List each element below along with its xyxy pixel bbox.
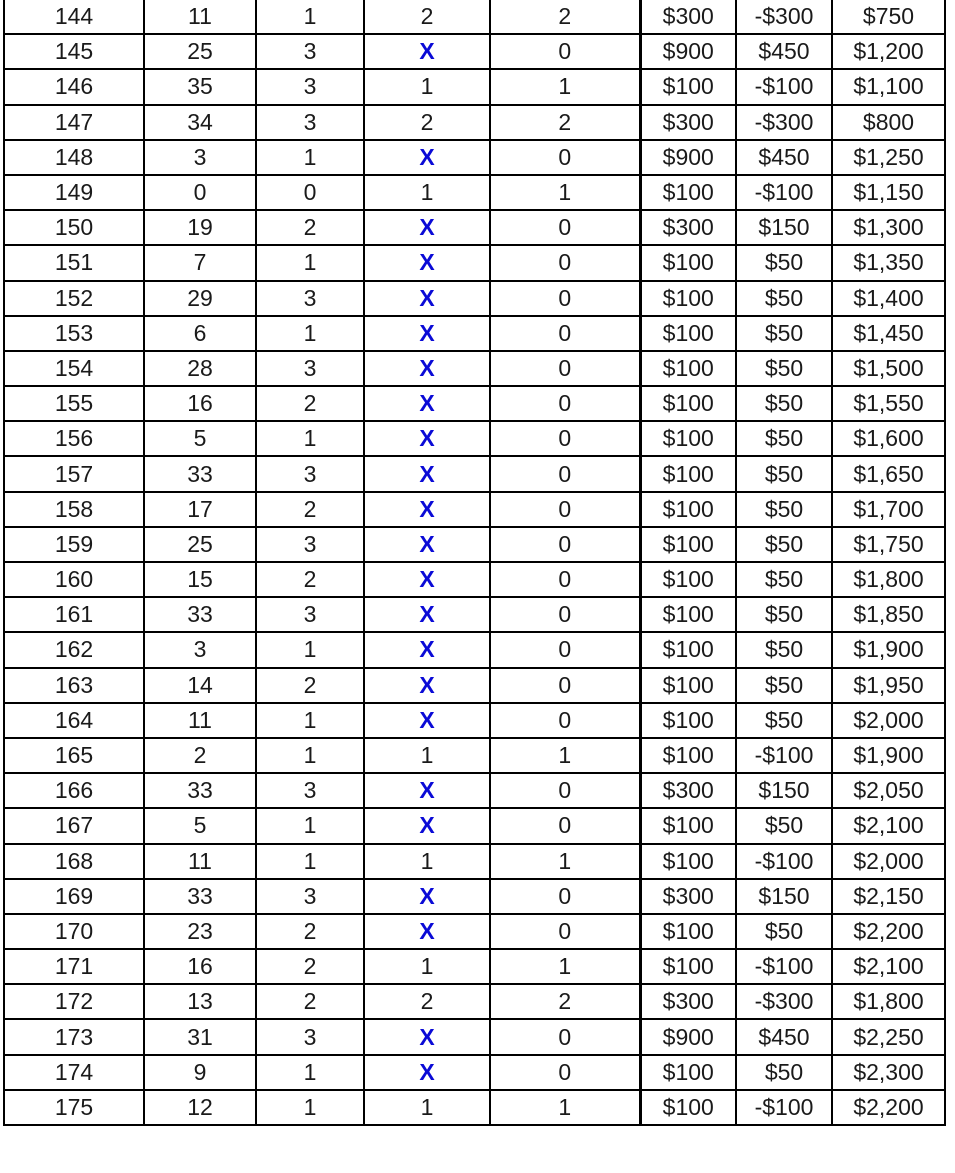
running-balance-cell: $800: [832, 105, 945, 140]
spin-number-cell: 161: [4, 597, 144, 632]
spin-number-cell: 145: [4, 34, 144, 69]
net-change-cell: -$300: [736, 984, 832, 1019]
bet-amount-cell: $300: [640, 0, 736, 34]
column-group-cell: 1: [256, 1090, 364, 1125]
spin-number-cell: 174: [4, 1055, 144, 1090]
running-balance-cell: $2,200: [832, 914, 945, 949]
payout-units-cell: 0: [490, 421, 640, 456]
column-group-cell: 3: [256, 597, 364, 632]
payout-units-cell: 2: [490, 0, 640, 34]
column-group-cell: 1: [256, 316, 364, 351]
bet-selection-cell: X: [364, 879, 490, 914]
payout-units-cell: 0: [490, 34, 640, 69]
table-row: [4, 0, 945, 34]
net-change-cell: $50: [736, 386, 832, 421]
payout-units-cell: 1: [490, 175, 640, 210]
result-cell: 34: [144, 105, 256, 140]
running-balance-cell: $1,350: [832, 245, 945, 280]
bet-amount-cell: $900: [640, 140, 736, 175]
spin-number-cell: 147: [4, 105, 144, 140]
table-row: [4, 316, 945, 351]
net-change-cell: $50: [736, 281, 832, 316]
bet-amount-cell: $100: [640, 844, 736, 879]
table-row: [4, 949, 945, 984]
column-group-cell: 2: [256, 210, 364, 245]
payout-units-cell: 0: [490, 316, 640, 351]
column-group-cell: 3: [256, 456, 364, 491]
result-cell: 33: [144, 456, 256, 491]
running-balance-cell: $2,200: [832, 1090, 945, 1125]
result-cell: 29: [144, 281, 256, 316]
net-change-cell: $50: [736, 1055, 832, 1090]
spin-number-cell: 171: [4, 949, 144, 984]
bet-amount-cell: $100: [640, 316, 736, 351]
result-cell: 31: [144, 1019, 256, 1054]
payout-units-cell: 0: [490, 492, 640, 527]
running-balance-cell: $1,800: [832, 984, 945, 1019]
column-group-cell: 1: [256, 245, 364, 280]
bet-amount-cell: $100: [640, 949, 736, 984]
spin-number-cell: 148: [4, 140, 144, 175]
result-cell: 17: [144, 492, 256, 527]
results-table: [3, 0, 946, 1126]
bet-selection-cell: X: [364, 632, 490, 667]
table-row: [4, 984, 945, 1019]
running-balance-cell: $2,100: [832, 949, 945, 984]
payout-units-cell: 0: [490, 281, 640, 316]
running-balance-cell: $1,850: [832, 597, 945, 632]
bet-amount-cell: $300: [640, 984, 736, 1019]
payout-units-cell: 0: [490, 773, 640, 808]
bet-selection-cell: X: [364, 773, 490, 808]
bet-amount-cell: $100: [640, 421, 736, 456]
result-cell: 2: [144, 738, 256, 773]
bet-amount-cell: $100: [640, 527, 736, 562]
table-row: [4, 844, 945, 879]
bet-selection-cell: X: [364, 421, 490, 456]
table-row: [4, 738, 945, 773]
payout-units-cell: 2: [490, 984, 640, 1019]
result-cell: 11: [144, 844, 256, 879]
result-cell: 11: [144, 703, 256, 738]
spin-number-cell: 153: [4, 316, 144, 351]
payout-units-cell: 0: [490, 351, 640, 386]
table-row: [4, 773, 945, 808]
payout-units-cell: 0: [490, 1055, 640, 1090]
result-cell: 33: [144, 597, 256, 632]
bet-selection-cell: X: [364, 316, 490, 351]
column-group-cell: 3: [256, 879, 364, 914]
net-change-cell: $50: [736, 351, 832, 386]
result-cell: 15: [144, 562, 256, 597]
column-group-cell: 2: [256, 984, 364, 1019]
bet-amount-cell: $100: [640, 175, 736, 210]
bet-amount-cell: $100: [640, 808, 736, 843]
running-balance-cell: $1,300: [832, 210, 945, 245]
result-cell: 33: [144, 773, 256, 808]
net-change-cell: -$100: [736, 738, 832, 773]
running-balance-cell: $1,550: [832, 386, 945, 421]
spin-number-cell: 168: [4, 844, 144, 879]
result-cell: 12: [144, 1090, 256, 1125]
running-balance-cell: $1,600: [832, 421, 945, 456]
table-row: [4, 210, 945, 245]
bet-amount-cell: $100: [640, 1055, 736, 1090]
running-balance-cell: $1,800: [832, 562, 945, 597]
payout-units-cell: 0: [490, 703, 640, 738]
payout-units-cell: 0: [490, 527, 640, 562]
bet-selection-cell: 2: [364, 0, 490, 34]
result-cell: 5: [144, 421, 256, 456]
spin-number-cell: 162: [4, 632, 144, 667]
spin-number-cell: 157: [4, 456, 144, 491]
table-row: [4, 421, 945, 456]
table-row: [4, 914, 945, 949]
bet-selection-cell: 1: [364, 175, 490, 210]
running-balance-cell: $1,750: [832, 527, 945, 562]
spin-number-cell: 152: [4, 281, 144, 316]
running-balance-cell: $1,250: [832, 140, 945, 175]
bet-selection-cell: X: [364, 597, 490, 632]
running-balance-cell: $1,950: [832, 668, 945, 703]
payout-units-cell: 2: [490, 105, 640, 140]
column-group-cell: 3: [256, 281, 364, 316]
spin-number-cell: 173: [4, 1019, 144, 1054]
results-table-container: [3, 0, 946, 1126]
running-balance-cell: $1,500: [832, 351, 945, 386]
result-cell: 28: [144, 351, 256, 386]
spin-number-cell: 149: [4, 175, 144, 210]
net-change-cell: $50: [736, 492, 832, 527]
bet-amount-cell: $100: [640, 597, 736, 632]
net-change-cell: -$300: [736, 0, 832, 34]
result-cell: 5: [144, 808, 256, 843]
result-cell: 7: [144, 245, 256, 280]
column-group-cell: 1: [256, 808, 364, 843]
bet-selection-cell: X: [364, 914, 490, 949]
table-row: [4, 386, 945, 421]
column-group-cell: 0: [256, 175, 364, 210]
running-balance-cell: $1,100: [832, 69, 945, 104]
running-balance-cell: $2,150: [832, 879, 945, 914]
column-group-cell: 3: [256, 527, 364, 562]
result-cell: 6: [144, 316, 256, 351]
table-row: [4, 492, 945, 527]
bet-selection-cell: X: [364, 1019, 490, 1054]
running-balance-cell: $1,650: [832, 456, 945, 491]
net-change-cell: $50: [736, 668, 832, 703]
payout-units-cell: 0: [490, 632, 640, 667]
running-balance-cell: $2,100: [832, 808, 945, 843]
result-cell: 0: [144, 175, 256, 210]
column-group-cell: 3: [256, 69, 364, 104]
column-group-cell: 2: [256, 668, 364, 703]
running-balance-cell: $1,700: [832, 492, 945, 527]
table-row: [4, 879, 945, 914]
column-group-cell: 2: [256, 386, 364, 421]
table-row: [4, 562, 945, 597]
running-balance-cell: $1,900: [832, 738, 945, 773]
spin-number-cell: 163: [4, 668, 144, 703]
bet-selection-cell: 1: [364, 738, 490, 773]
spin-number-cell: 155: [4, 386, 144, 421]
bet-selection-cell: X: [364, 527, 490, 562]
bet-amount-cell: $100: [640, 632, 736, 667]
table-row: [4, 1090, 945, 1125]
spin-number-cell: 158: [4, 492, 144, 527]
payout-units-cell: 1: [490, 69, 640, 104]
spin-number-cell: 164: [4, 703, 144, 738]
bet-selection-cell: X: [364, 210, 490, 245]
column-group-cell: 1: [256, 632, 364, 667]
payout-units-cell: 0: [490, 456, 640, 491]
column-group-cell: 1: [256, 1055, 364, 1090]
running-balance-cell: $1,400: [832, 281, 945, 316]
result-cell: 3: [144, 632, 256, 667]
bet-selection-cell: X: [364, 140, 490, 175]
bet-amount-cell: $300: [640, 210, 736, 245]
bet-amount-cell: $900: [640, 34, 736, 69]
column-group-cell: 2: [256, 914, 364, 949]
net-change-cell: $50: [736, 597, 832, 632]
bet-amount-cell: $300: [640, 879, 736, 914]
result-cell: 35: [144, 69, 256, 104]
spin-number-cell: 150: [4, 210, 144, 245]
column-group-cell: 1: [256, 738, 364, 773]
bet-amount-cell: $300: [640, 773, 736, 808]
table-row: [4, 245, 945, 280]
net-change-cell: $50: [736, 632, 832, 667]
result-cell: 14: [144, 668, 256, 703]
bet-selection-cell: 1: [364, 69, 490, 104]
column-group-cell: 3: [256, 105, 364, 140]
net-change-cell: $50: [736, 808, 832, 843]
running-balance-cell: $750: [832, 0, 945, 34]
table-row: [4, 34, 945, 69]
table-row: [4, 527, 945, 562]
result-cell: 13: [144, 984, 256, 1019]
net-change-cell: $50: [736, 456, 832, 491]
net-change-cell: $450: [736, 140, 832, 175]
payout-units-cell: 0: [490, 245, 640, 280]
bet-selection-cell: X: [364, 808, 490, 843]
result-cell: 3: [144, 140, 256, 175]
net-change-cell: $150: [736, 879, 832, 914]
column-group-cell: 3: [256, 1019, 364, 1054]
table-row: [4, 703, 945, 738]
bet-selection-cell: X: [364, 386, 490, 421]
payout-units-cell: 0: [490, 879, 640, 914]
bet-amount-cell: $300: [640, 105, 736, 140]
spin-number-cell: 170: [4, 914, 144, 949]
spin-number-cell: 175: [4, 1090, 144, 1125]
spin-number-cell: 167: [4, 808, 144, 843]
bet-amount-cell: $100: [640, 738, 736, 773]
table-body: [4, 0, 945, 1125]
bet-selection-cell: X: [364, 492, 490, 527]
bet-amount-cell: $100: [640, 562, 736, 597]
bet-amount-cell: $100: [640, 668, 736, 703]
column-group-cell: 1: [256, 0, 364, 34]
table-row: [4, 281, 945, 316]
spin-number-cell: 169: [4, 879, 144, 914]
table-row: [4, 105, 945, 140]
net-change-cell: $150: [736, 210, 832, 245]
column-group-cell: 3: [256, 773, 364, 808]
bet-selection-cell: X: [364, 703, 490, 738]
net-change-cell: $50: [736, 316, 832, 351]
column-group-cell: 2: [256, 492, 364, 527]
table-row: [4, 632, 945, 667]
table-row: [4, 1019, 945, 1054]
net-change-cell: -$100: [736, 949, 832, 984]
bet-amount-cell: $100: [640, 456, 736, 491]
bet-amount-cell: $100: [640, 351, 736, 386]
running-balance-cell: $1,150: [832, 175, 945, 210]
spin-number-cell: 172: [4, 984, 144, 1019]
bet-amount-cell: $100: [640, 69, 736, 104]
bet-selection-cell: X: [364, 456, 490, 491]
result-cell: 19: [144, 210, 256, 245]
table-row: [4, 69, 945, 104]
column-group-cell: 2: [256, 949, 364, 984]
bet-amount-cell: $100: [640, 1090, 736, 1125]
bet-selection-cell: X: [364, 668, 490, 703]
running-balance-cell: $2,250: [832, 1019, 945, 1054]
bet-selection-cell: X: [364, 1055, 490, 1090]
bet-selection-cell: 2: [364, 105, 490, 140]
bet-selection-cell: 1: [364, 949, 490, 984]
payout-units-cell: 0: [490, 386, 640, 421]
payout-units-cell: 1: [490, 844, 640, 879]
spin-number-cell: 160: [4, 562, 144, 597]
net-change-cell: $50: [736, 527, 832, 562]
result-cell: 25: [144, 527, 256, 562]
table-row: [4, 597, 945, 632]
payout-units-cell: 1: [490, 738, 640, 773]
bet-amount-cell: $900: [640, 1019, 736, 1054]
net-change-cell: -$300: [736, 105, 832, 140]
spin-number-cell: 159: [4, 527, 144, 562]
net-change-cell: $50: [736, 703, 832, 738]
payout-units-cell: 0: [490, 668, 640, 703]
payout-units-cell: 1: [490, 949, 640, 984]
spin-number-cell: 166: [4, 773, 144, 808]
table-row: [4, 808, 945, 843]
table-row: [4, 1055, 945, 1090]
payout-units-cell: 0: [490, 914, 640, 949]
net-change-cell: -$100: [736, 175, 832, 210]
table-row: [4, 175, 945, 210]
running-balance-cell: $2,000: [832, 844, 945, 879]
column-group-cell: 2: [256, 562, 364, 597]
payout-units-cell: 1: [490, 1090, 640, 1125]
table-row: [4, 351, 945, 386]
spin-number-cell: 165: [4, 738, 144, 773]
bet-selection-cell: 1: [364, 844, 490, 879]
running-balance-cell: $1,900: [832, 632, 945, 667]
running-balance-cell: $1,200: [832, 34, 945, 69]
result-cell: 11: [144, 0, 256, 34]
column-group-cell: 1: [256, 703, 364, 738]
net-change-cell: -$100: [736, 844, 832, 879]
bet-amount-cell: $100: [640, 703, 736, 738]
net-change-cell: $50: [736, 421, 832, 456]
payout-units-cell: 0: [490, 808, 640, 843]
result-cell: 9: [144, 1055, 256, 1090]
net-change-cell: $50: [736, 914, 832, 949]
bet-amount-cell: $100: [640, 914, 736, 949]
running-balance-cell: $2,050: [832, 773, 945, 808]
bet-selection-cell: 2: [364, 984, 490, 1019]
column-group-cell: 1: [256, 140, 364, 175]
bet-selection-cell: X: [364, 281, 490, 316]
spin-number-cell: 156: [4, 421, 144, 456]
net-change-cell: $50: [736, 562, 832, 597]
bet-selection-cell: X: [364, 245, 490, 280]
bet-selection-cell: X: [364, 34, 490, 69]
net-change-cell: -$100: [736, 1090, 832, 1125]
table-row: [4, 140, 945, 175]
bet-amount-cell: $100: [640, 281, 736, 316]
payout-units-cell: 0: [490, 562, 640, 597]
net-change-cell: $450: [736, 34, 832, 69]
column-group-cell: 3: [256, 34, 364, 69]
spin-number-cell: 146: [4, 69, 144, 104]
column-group-cell: 1: [256, 844, 364, 879]
spin-number-cell: 144: [4, 0, 144, 34]
column-group-cell: 1: [256, 421, 364, 456]
payout-units-cell: 0: [490, 140, 640, 175]
result-cell: 16: [144, 949, 256, 984]
bet-selection-cell: X: [364, 351, 490, 386]
bet-selection-cell: X: [364, 562, 490, 597]
running-balance-cell: $2,000: [832, 703, 945, 738]
payout-units-cell: 0: [490, 210, 640, 245]
payout-units-cell: 0: [490, 1019, 640, 1054]
net-change-cell: $450: [736, 1019, 832, 1054]
bet-amount-cell: $100: [640, 386, 736, 421]
net-change-cell: $150: [736, 773, 832, 808]
net-change-cell: -$100: [736, 69, 832, 104]
table-row: [4, 456, 945, 491]
column-group-cell: 3: [256, 351, 364, 386]
bet-amount-cell: $100: [640, 492, 736, 527]
spin-number-cell: 154: [4, 351, 144, 386]
spin-number-cell: 151: [4, 245, 144, 280]
result-cell: 25: [144, 34, 256, 69]
payout-units-cell: 0: [490, 597, 640, 632]
bet-selection-cell: 1: [364, 1090, 490, 1125]
table-row: [4, 668, 945, 703]
result-cell: 33: [144, 879, 256, 914]
result-cell: 16: [144, 386, 256, 421]
running-balance-cell: $1,450: [832, 316, 945, 351]
bet-amount-cell: $100: [640, 245, 736, 280]
result-cell: 23: [144, 914, 256, 949]
net-change-cell: $50: [736, 245, 832, 280]
running-balance-cell: $2,300: [832, 1055, 945, 1090]
